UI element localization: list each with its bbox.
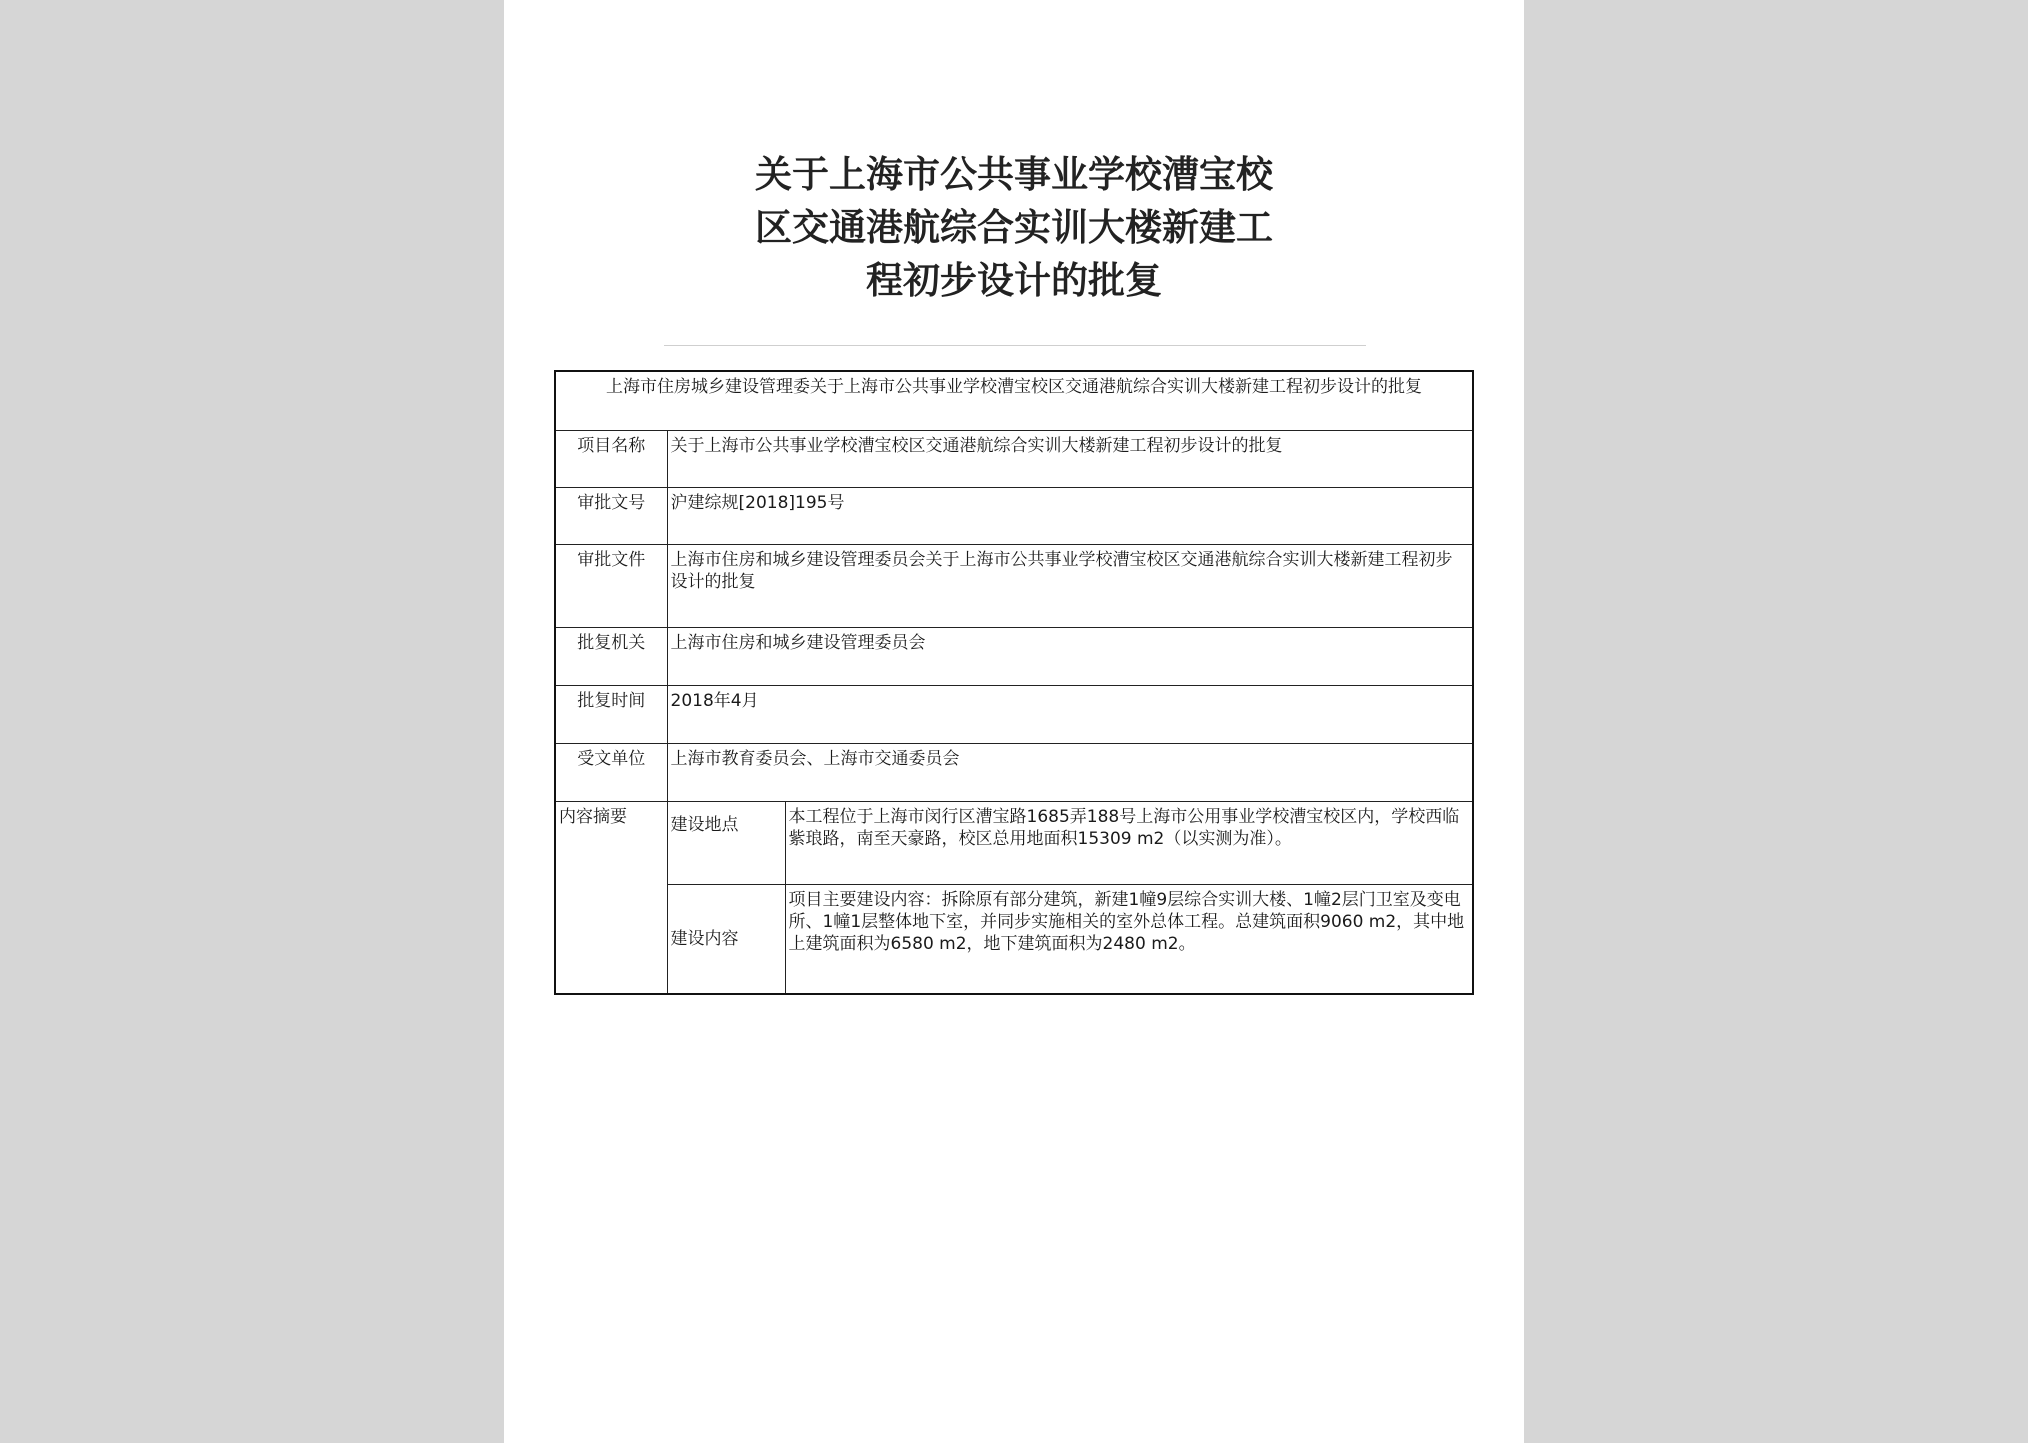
- document-page: [504, 0, 1524, 1443]
- location-value: 本工程位于上海市闵行区漕宝路1685弄188号上海市公用事业学校漕宝校区内，学校西临紫琅路，南至天豪路，校区总用地面积15309 m2（以实测为准）。: [785, 801, 1473, 884]
- summary-label: 内容摘要: [555, 801, 667, 994]
- title-line: 区交通港航综合实训大楼新建工: [755, 206, 1273, 249]
- title-divider: [664, 345, 1366, 346]
- content-value: 项目主要建设内容：拆除原有部分建筑，新建1幢9层综合实训大楼、1幢2层门卫室及变电所、1幢1层整体地下室，并同步实施相关的室外总体工程。总建筑面积9060 m2，其中地上建筑面积为6580 m2，地下建筑面积为2480 m2。: [785, 884, 1473, 994]
- table-row: [555, 430, 1473, 487]
- table-header: 上海市住房城乡建设管理委关于上海市公共事业学校漕宝校区交通港航综合实训大楼新建工程初步设计的批复: [555, 371, 1473, 430]
- row-label: 受文单位: [555, 744, 667, 801]
- table-row: [555, 545, 1473, 627]
- row-label: 项目名称: [555, 430, 667, 487]
- row-value: 上海市住房和城乡建设管理委员会: [667, 627, 1473, 685]
- summary-location-row: [555, 801, 1473, 884]
- row-label: 审批文件: [555, 545, 667, 627]
- table-row: [555, 488, 1473, 545]
- title-line: 程初步设计的批复: [866, 259, 1162, 302]
- approval-info-table: [554, 370, 1474, 995]
- row-label: 审批文号: [555, 488, 667, 545]
- table-row: [555, 744, 1473, 801]
- content-label: 建设内容: [667, 884, 785, 994]
- row-label: 批复机关: [555, 627, 667, 685]
- document-title: [504, 148, 1524, 307]
- row-value: 上海市教育委员会、上海市交通委员会: [667, 744, 1473, 801]
- row-value: 关于上海市公共事业学校漕宝校区交通港航综合实训大楼新建工程初步设计的批复: [667, 430, 1473, 487]
- title-line: 关于上海市公共事业学校漕宝校: [755, 153, 1273, 196]
- row-value: 2018年4月: [667, 685, 1473, 743]
- table-row: [555, 685, 1473, 743]
- location-label: 建设地点: [667, 801, 785, 884]
- summary-content-row: [555, 884, 1473, 994]
- table-header-row: [555, 371, 1473, 430]
- row-value: 上海市住房和城乡建设管理委员会关于上海市公共事业学校漕宝校区交通港航综合实训大楼新建工程初步设计的批复: [667, 545, 1473, 627]
- table-row: [555, 627, 1473, 685]
- row-label: 批复时间: [555, 685, 667, 743]
- row-value: 沪建综规[2018]195号: [667, 488, 1473, 545]
